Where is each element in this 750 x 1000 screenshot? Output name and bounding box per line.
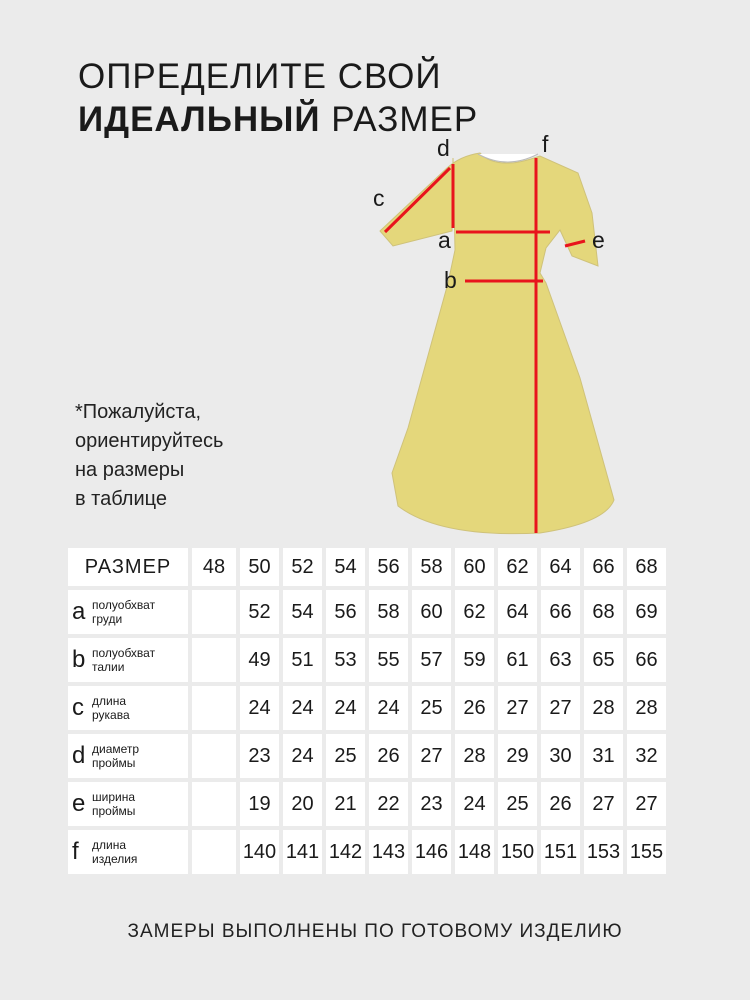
row-description-line: полуобхват [92,598,156,612]
value-cell [192,734,236,778]
value-cell: 25 [326,734,365,778]
value-cell: 25 [498,782,537,826]
size-header-cell: 48 [192,548,236,586]
value-cell: 20 [283,782,322,826]
size-header-cell: 58 [412,548,451,586]
value-cell: 146 [412,830,451,874]
value-cell: 53 [326,638,365,682]
title-bold-word: ИДЕАЛЬНЫЙ [78,100,321,139]
value-cell: 27 [541,686,580,730]
value-cell: 22 [369,782,408,826]
value-cell: 19 [240,782,279,826]
value-cell: 24 [283,686,322,730]
title-rest-word: РАЗМЕР [331,100,479,139]
value-cell: 28 [627,686,666,730]
row-description [92,694,130,722]
size-header-cell: 66 [584,548,623,586]
value-cell: 150 [498,830,537,874]
note-line: *Пожалуйста, [75,401,202,423]
value-cell: 27 [627,782,666,826]
value-cell: 141 [283,830,322,874]
value-cell: 26 [541,782,580,826]
value-cell [192,590,236,634]
row-description-line: диаметр [92,742,140,756]
value-cell: 23 [240,734,279,778]
row-label-cell [68,638,188,682]
row-label-cell [68,686,188,730]
value-cell: 64 [498,590,537,634]
value-cell: 31 [584,734,623,778]
value-cell: 21 [326,782,365,826]
row-description-line: талии [92,660,125,674]
size-header-cell: 52 [283,548,322,586]
value-cell: 55 [369,638,408,682]
value-cell: 63 [541,638,580,682]
row-description-line: рукава [92,708,130,722]
value-cell: 29 [498,734,537,778]
value-cell: 54 [283,590,322,634]
value-cell: 153 [584,830,623,874]
value-cell: 155 [627,830,666,874]
note-line: ориентируйтесь [75,430,224,452]
footer-note: ЗАМЕРЫ ВЫПОЛНЕНЫ ПО ГОТОВОМУ ИЗДЕЛИЮ [127,921,623,942]
dress-measurement-diagram [360,128,630,538]
value-cell: 27 [498,686,537,730]
label-b: b [444,267,457,293]
value-cell: 140 [240,830,279,874]
size-table [64,544,670,878]
value-cell: 66 [627,638,666,682]
row-letter: c [72,694,84,721]
note-line: в таблице [75,488,167,510]
value-cell: 24 [326,686,365,730]
row-label-cell [68,782,188,826]
value-cell: 68 [584,590,623,634]
value-cell [192,782,236,826]
label-e: e [592,227,605,253]
note-line: на размеры [75,459,185,481]
value-cell: 23 [412,782,451,826]
row-label-cell [68,830,188,874]
label-f: f [542,131,549,157]
value-cell: 56 [326,590,365,634]
value-cell: 66 [541,590,580,634]
value-cell: 148 [455,830,494,874]
value-cell: 62 [455,590,494,634]
value-cell: 61 [498,638,537,682]
value-cell: 24 [455,782,494,826]
row-description-line: изделия [92,852,138,866]
size-header-cell: 62 [498,548,537,586]
label-a: a [438,227,451,253]
row-description-line: длина [92,694,127,708]
row-letter: a [72,598,86,625]
row-label-cell [68,734,188,778]
size-header-cell: 68 [627,548,666,586]
row-description [92,598,155,626]
value-cell: 26 [369,734,408,778]
row-description [92,742,139,770]
title-line-1: ОПРЕДЕЛИТЕ СВОЙ [78,57,442,96]
row-description-line: полуобхват [92,646,156,660]
table-row [68,590,666,634]
value-cell: 24 [240,686,279,730]
label-d: d [437,135,450,161]
value-cell: 142 [326,830,365,874]
value-cell: 28 [584,686,623,730]
value-cell: 151 [541,830,580,874]
value-cell: 32 [627,734,666,778]
value-cell: 27 [412,734,451,778]
value-cell: 30 [541,734,580,778]
value-cell: 60 [412,590,451,634]
table-row [68,782,666,826]
table-row [68,734,666,778]
value-cell: 52 [240,590,279,634]
row-description-line: длина [92,838,127,852]
label-c: c [373,185,385,211]
value-cell: 65 [584,638,623,682]
value-cell: 24 [369,686,408,730]
row-description-line: проймы [92,756,136,770]
value-cell: 59 [455,638,494,682]
row-letter: e [72,790,86,817]
dress-silhouette [380,153,614,534]
value-cell: 143 [369,830,408,874]
header-size-label: РАЗМЕР [68,548,188,586]
value-cell: 26 [455,686,494,730]
value-cell: 58 [369,590,408,634]
row-letter: b [72,646,86,673]
table-header-row [68,548,666,586]
size-header-cell: 56 [369,548,408,586]
row-description [92,646,155,674]
size-header-cell: 54 [326,548,365,586]
value-cell: 28 [455,734,494,778]
value-cell: 24 [283,734,322,778]
table-row [68,830,666,874]
value-cell [192,830,236,874]
row-letter: f [72,838,79,865]
value-cell [192,686,236,730]
table-row [68,638,666,682]
size-header-cell: 60 [455,548,494,586]
size-header-cell: 50 [240,548,279,586]
value-cell: 51 [283,638,322,682]
value-cell: 57 [412,638,451,682]
row-description-line: груди [92,612,123,626]
size-note [75,398,223,514]
row-label-cell [68,590,188,634]
value-cell: 27 [584,782,623,826]
value-cell: 49 [240,638,279,682]
row-description [92,790,135,818]
value-cell: 25 [412,686,451,730]
row-letter: d [72,742,86,769]
value-cell: 69 [627,590,666,634]
value-cell [192,638,236,682]
row-description-line: ширина [92,790,136,804]
row-description [92,838,137,866]
row-description-line: проймы [92,804,136,818]
size-header-cell: 64 [541,548,580,586]
table-row [68,686,666,730]
